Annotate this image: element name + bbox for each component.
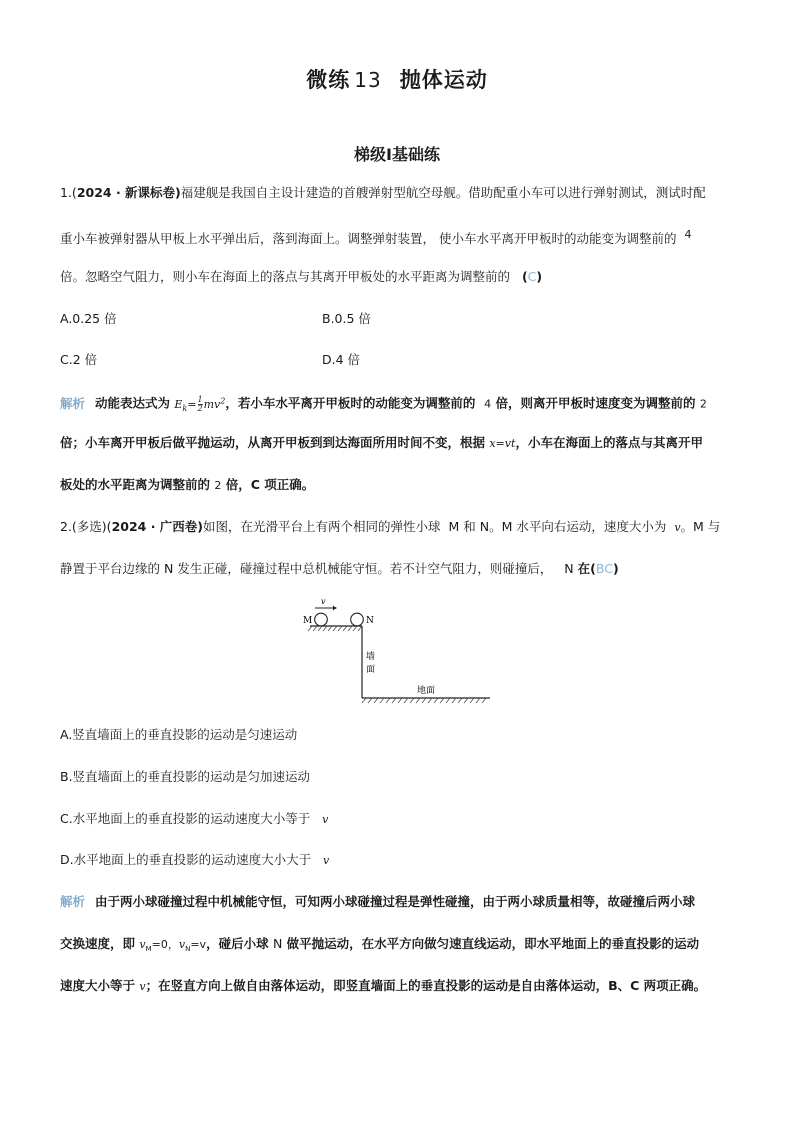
label-wall-2: 面 xyxy=(366,665,376,675)
q2-source: 2024 · 广西卷) xyxy=(111,519,204,534)
q1-formula-xvt: x=vt xyxy=(489,437,516,450)
label-v: v xyxy=(321,597,326,606)
q1-option-b: B.0.5 倍 xyxy=(322,311,371,326)
title-number: 13 xyxy=(354,68,382,92)
q1-answer: C xyxy=(527,269,537,284)
q2-option-b: B.竖直墙面上的垂直投影的运动是匀加速运动 xyxy=(60,769,311,784)
q1-line-1: 1.(2024 · 新课标卷)福建舰是我国自主设计建造的首艘弹射型航空母舰。借助配重小车可以进行弹射测试，测试时配 xyxy=(60,185,706,200)
platform-hatch xyxy=(308,626,362,631)
q2-analysis-line-3: 速度大小等于 v；在竖直方向上做自由落体运动，即竖直墙面上的垂直投影的运动是自由落体运动，B、C 两项正确。 xyxy=(60,978,707,993)
section-heading: 梯级Ⅰ基础练 xyxy=(354,145,440,164)
q2-answer: BC xyxy=(595,561,613,576)
collision-figure xyxy=(290,592,500,707)
q2-line-2: 静置于平台边缘的 N 发生正碰，碰撞过程中总机械能守恒。若不计空气阻力，则碰撞后， N 在(BC) xyxy=(60,561,619,576)
title-prefix: 微练 xyxy=(306,68,351,92)
q1-analysis-line-1: 解析 动能表达式为 $E_k=$ $\frac{1}{2}$ $mv^2$，若小车水平离开甲板时的动能变为调整前的 4 倍，则离开甲板时速度变为调整前的 2 xyxy=(60,395,707,414)
q2-option-d: D.水平地面上的垂直投影的运动速度大小大于 v xyxy=(60,852,330,867)
q1-analysis-tag: 解析 xyxy=(60,395,86,411)
page-title xyxy=(0,64,794,94)
velocity-arrowhead xyxy=(333,606,337,610)
q2-option-a: A.竖直墙面上的垂直投影的运动是匀速运动 xyxy=(60,727,298,742)
q2-analysis-line-1: 解析 由于两小球碰撞过程中机械能守恒，可知两小球碰撞过程是弹性碰撞，由于两小球质量相等，故碰撞后两小球 xyxy=(60,894,696,909)
label-wall-1: 墙 xyxy=(366,652,376,662)
q1-analysis-line-2: 倍；小车离开甲板后做平抛运动，从离开甲板到到达海面所用时间不变，根据 x=vt，小车在海面上的落点与其离开甲 xyxy=(60,435,703,450)
label-n: N xyxy=(366,616,374,626)
q1-option-d: D.4 倍 xyxy=(322,352,361,367)
ball-m xyxy=(315,613,328,626)
q1-line-3: 倍。忽略空气阻力，则小车在海面上的落点与其离开甲板处的水平距离为调整前的 (C) xyxy=(60,269,543,284)
ball-n xyxy=(351,613,364,626)
q2-option-c: C.水平地面上的垂直投影的运动速度大小等于 v xyxy=(60,811,329,826)
q1-source: 2024 · 新课标卷) xyxy=(76,185,181,200)
q1-line-2: 重小车被弹射器从甲板上水平弹出后，落到海面上。调整弹射装置， 使小车水平离开甲板时的动能变为调整前的 4 xyxy=(60,228,692,247)
q1-option-a: A.0.25 倍 xyxy=(60,311,117,326)
q1-formula-ek: $E_k=$ $\frac{1}{2}$ $mv^2$ xyxy=(174,395,226,414)
label-m: M xyxy=(303,616,313,626)
q2-analysis-line-2: 交换速度，即 $v_M=0$，$v_N=v$，碰后小球 N 做平抛运动，在水平方向做匀速直线运动，即水平地面上的垂直投影的运动 xyxy=(60,936,700,954)
title-suffix: 抛体运动 xyxy=(399,68,488,92)
ground-hatch xyxy=(362,698,486,703)
label-ground: 地面 xyxy=(417,686,436,696)
q2-line-1: 2.(多选)(2024 · 广西卷)如图，在光滑平台上有两个相同的弹性小球 M 和 N。M 水平向右运动，速度大小为 v。M 与 xyxy=(60,519,721,534)
q2-analysis-tag: 解析 xyxy=(60,894,86,909)
q1-option-c: C.2 倍 xyxy=(60,352,98,367)
q1-analysis-line-3: 板处的水平距离为调整前的 2 倍，C 项正确。 xyxy=(60,477,315,492)
